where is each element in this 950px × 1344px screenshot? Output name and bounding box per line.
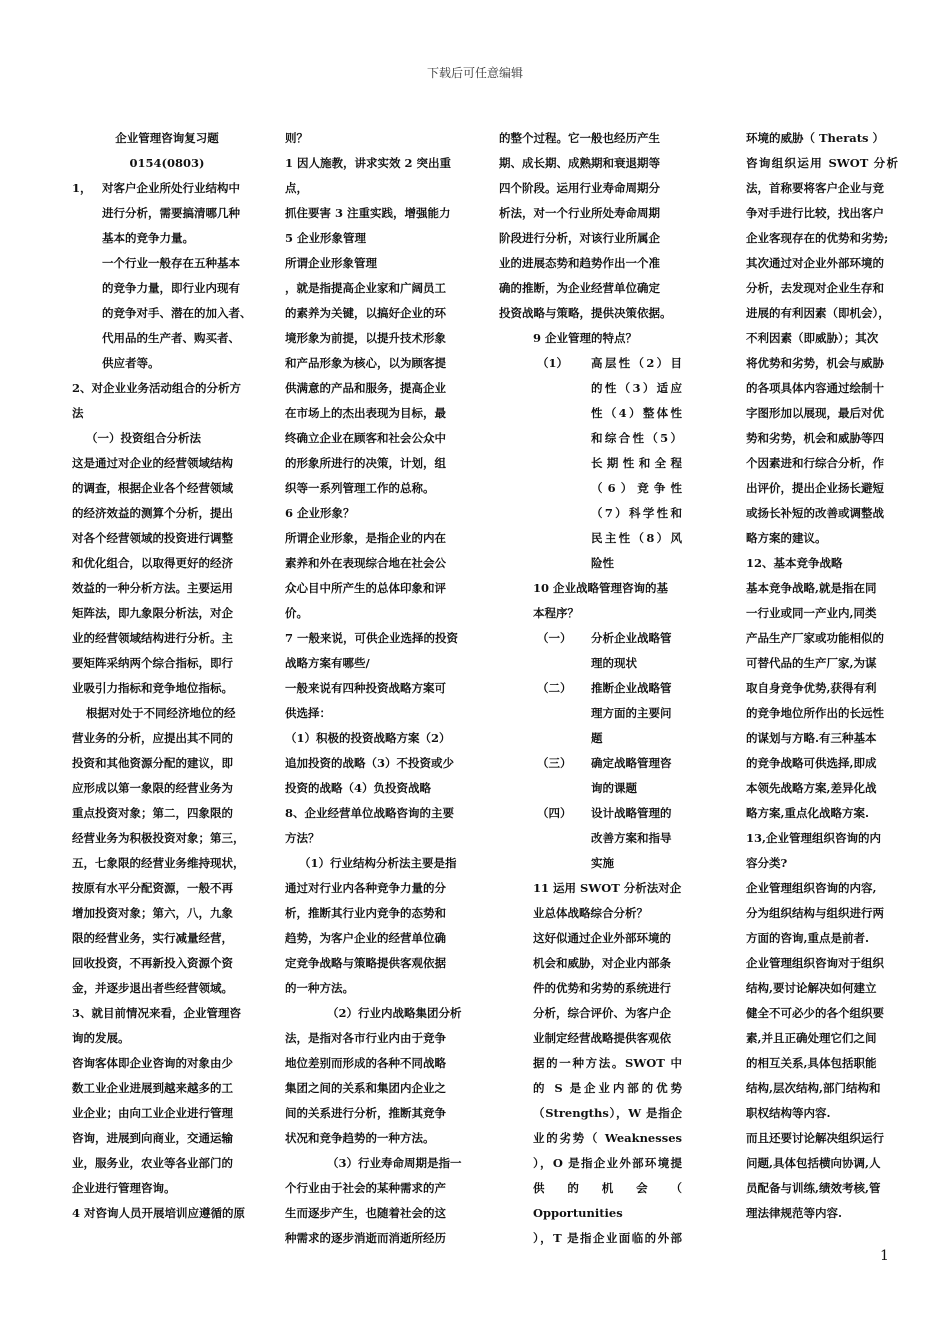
text-line: 所谓企业形象管理 xyxy=(285,256,377,270)
text-line: 战略方案有哪些/ xyxy=(285,656,370,670)
text-line: 种需求的逐步消逝而消逝所经历 xyxy=(285,1231,446,1245)
text-line: 的各项具体内容通过绘制十 xyxy=(746,381,884,395)
text-line: 据的一种方法。SWOT 中 xyxy=(533,1056,682,1070)
text-line: 这是通过对企业的经营领域结构 xyxy=(72,456,233,470)
text-line: 一个行业一般存在五种基本 xyxy=(102,256,240,270)
question-1 xyxy=(72,176,262,251)
text-line: 四个阶段。运用行业寿命周期分 xyxy=(499,181,660,195)
text-line: 数工业企业进展到越来越多的工 xyxy=(72,1081,233,1095)
text-line: 的竞争地位所作出的长远性 xyxy=(746,706,884,720)
text-line: 询的发展。 xyxy=(72,1031,130,1045)
list-number: （一） xyxy=(537,631,572,645)
text-line: 分析，去发现对企业生存和 xyxy=(746,281,884,295)
text-line: 的形象所进行的决策，计划，组 xyxy=(285,456,446,470)
text-line: 营业务的分析，应提出其不同的 xyxy=(72,731,233,745)
text-line: 或扬长补短的改善或调整战 xyxy=(746,506,884,520)
text-line: 争对手进行比较，找出客户 xyxy=(746,206,884,220)
text-line: 众心目中所产生的总体印象和评 xyxy=(285,581,446,595)
text-line: 环境的威胁（ Therats ） xyxy=(746,131,885,145)
text-line: 企业管理组织咨询对于组织 xyxy=(746,956,884,970)
text-line: 的素养为关键，以搞好企业的环 xyxy=(285,306,446,320)
text-line: 企业管理组织咨询的内容, xyxy=(746,881,877,895)
text-line: 供应者等。 xyxy=(102,356,160,370)
text-line: 件的优势和劣势的系统进行 xyxy=(533,981,671,995)
text-line: 设计战略管理的 xyxy=(591,806,672,820)
text-line: 根据对处于不同经济地位的经 xyxy=(86,706,236,720)
text-line: （1）积极的投资战略方案（2） xyxy=(285,731,451,745)
text-line: 在市场上的杰出表现为目标，最 xyxy=(285,406,446,420)
text-line: 的 S 是企业内部的优势 xyxy=(533,1081,682,1095)
text-line: 机会和威胁，对企业内部条 xyxy=(533,956,671,970)
text-line: 的整个过程。它一般也经历产生 xyxy=(499,131,660,145)
text-line: 基本的竞争力量。 xyxy=(102,231,194,245)
text-line: ），O 是指企业外部环境提 xyxy=(533,1156,682,1170)
text-line: 理方面的主要问 xyxy=(591,706,672,720)
question-10 xyxy=(499,576,682,1251)
text-line: 进行分析，需要搞清哪几种 xyxy=(102,206,240,220)
text-line: 业总体战略综合分析？ xyxy=(533,906,648,920)
text-line: 这好似通过企业外部环境的 xyxy=(533,931,671,945)
q1-number: 1， xyxy=(72,181,92,195)
text-line: 法，是指对各市行业内由于竞争 xyxy=(285,1031,446,1045)
list-number: （三） xyxy=(537,756,572,770)
question-4-heading: 4 对咨询人员开展培训应遵循的原 xyxy=(72,1206,246,1220)
text-line: 产品生产厂家或功能相似的 xyxy=(746,631,884,645)
text-line: 企业客现存在的优势和劣势; xyxy=(746,231,889,245)
text-line: 对各个经营领域的投资进行调整 xyxy=(72,531,233,545)
text-line: 回收投资，不再新投入资源个资 xyxy=(72,956,233,970)
text-line: 状况和竞争趋势的一种方法。 xyxy=(285,1131,435,1145)
question-11-heading: 11 运用 SWOT 分析法对企 xyxy=(533,881,682,895)
text-line: 法，首称要将客户企业与竞 xyxy=(746,181,884,195)
text-line: 素养和外在表现综合地在社会公 xyxy=(285,556,446,570)
text-line: 结构,层次结构,部门结构和 xyxy=(746,1081,881,1095)
text-line: （3）行业寿命周期是指一 xyxy=(327,1156,462,1170)
text-line: 方面的咨询,重点是前者. xyxy=(746,931,870,945)
text-line: 险性 xyxy=(591,556,614,570)
text-line: 略方案,重点化战略方案. xyxy=(746,806,870,820)
text-line: 题 xyxy=(591,731,603,745)
question-7-heading: 7 一般来说，可供企业选择的投资 xyxy=(285,631,459,645)
text-line: 确的推断，为企业经营单位确定 xyxy=(499,281,660,295)
text-line: 法 xyxy=(72,406,84,420)
question-3-heading: 3、就目前情况来看，企业管理咨 xyxy=(72,1006,241,1020)
text-line: 结构,要讨论解决如何建立 xyxy=(746,981,877,995)
text-line: 可替代品的生产厂家,为谋 xyxy=(746,656,877,670)
list-item xyxy=(533,626,682,676)
question-10-heading: 10 企业战略管理咨询的基 xyxy=(533,581,669,595)
text-line: 投资和其他资源分配的建议，即 xyxy=(72,756,233,770)
text-line: 终确立企业在顾客和社会公众中 xyxy=(285,431,446,445)
text-line: 高层性（2）目 xyxy=(591,356,682,370)
text-line: 分析企业战略管 xyxy=(591,631,672,645)
text-line: 析法，对一个行业所处寿命周期 xyxy=(499,206,660,220)
text-line: 而且还要讨论解决组织运行 xyxy=(746,1131,884,1145)
text-line: 集团之间的关系和集团内企业之 xyxy=(285,1081,446,1095)
text-line: 将优势和劣势，机会与威胁 xyxy=(746,356,884,370)
text-line: 生而逐步产生，也随着社会的这 xyxy=(285,1206,446,1220)
text-line: 一行业或同一产业内,同类 xyxy=(746,606,877,620)
text-line: 咨询，进展到向商业，交通运输 xyxy=(72,1131,233,1145)
text-line: 趋势，为客户企业的经营单位确 xyxy=(285,931,446,945)
text-line: 价。 xyxy=(285,606,308,620)
text-line: 不利因素（即威胁）；其次 xyxy=(746,331,879,345)
text-line: 理的现状 xyxy=(591,656,637,670)
text-line: 对客户企业所处行业结构中 xyxy=(102,181,240,195)
text-line: 按原有水平分配资源，一般不再 xyxy=(72,881,233,895)
list-item xyxy=(533,801,682,876)
text-line: 容分类? xyxy=(746,856,788,870)
text-line: 期、成长期、成熟期和衰退期等 xyxy=(499,156,660,170)
text-line: 投资的战略（4）负投资战略 xyxy=(285,781,432,795)
text-line: 的竞争力量，即行业内现有 xyxy=(102,281,240,295)
text-line: 供的机会（ Opportunities xyxy=(533,1181,682,1220)
text-line: 改善方案和指导 xyxy=(591,831,672,845)
text-line: 势和劣势，机会和威胁等四 xyxy=(746,431,884,445)
text-line: 理法律规范等内容. xyxy=(746,1206,843,1220)
list-item xyxy=(533,751,682,801)
question-8-heading: 8、企业经营单位战略咨询的主要 xyxy=(285,806,454,820)
text-line: 个因素进和行综合分析，作 xyxy=(746,456,884,470)
text-line: 企业进行管理咨询。 xyxy=(72,1181,176,1195)
question-9-answer xyxy=(499,351,682,576)
text-line: （2）行业内战略集团分析 xyxy=(327,1006,462,1020)
text-line: 一般来说有四种投资战略方案可 xyxy=(285,681,446,695)
text-line: 其次通过对企业外部环境的 xyxy=(746,256,884,270)
text-line: 基本竞争战略,就是指在同 xyxy=(746,581,877,595)
text-line: 经营业务为积极投资对象；第三， xyxy=(72,831,245,845)
text-line: 所谓企业形象，是指企业的内在 xyxy=(285,531,446,545)
text-line: 的谋划与方略.有三种基本 xyxy=(746,731,877,745)
text-line: 析，推断其行业内竞争的态势和 xyxy=(285,906,446,920)
text-line: 业的劣势（ Weaknesses xyxy=(533,1131,682,1145)
text-line: 出评价，提出企业扬长避短 xyxy=(746,481,884,495)
list-number: （四） xyxy=(537,806,572,820)
text-line: 民主性（8）风 xyxy=(591,531,682,545)
text-line: 取自身竞争优势,获得有利 xyxy=(746,681,877,695)
text-line: 进展的有利因素（即机会）， xyxy=(746,306,890,320)
text-line: 金，并逐步退出者些经营领域。 xyxy=(72,981,233,995)
text-line: （Strengths），W 是指企 xyxy=(533,1106,682,1120)
doc-title: 企业管理咨询复习题 xyxy=(115,131,219,145)
page-number: 1 xyxy=(880,1248,889,1264)
text-line: 本领先战略方案,差异化战 xyxy=(746,781,877,795)
text-line: 的相互关系,具体包括职能 xyxy=(746,1056,877,1070)
text-line: （1）行业结构分析法主要是指 xyxy=(299,856,457,870)
text-line: 供满意的产品和服务，提高企业 xyxy=(285,381,446,395)
text-line: 分析，综合评价、为客户企 xyxy=(533,1006,671,1020)
question-5-heading: 5 企业形象管理 xyxy=(285,231,367,245)
text-line: 限的经营业务，实行减量经营， xyxy=(72,931,233,945)
subheading: （一）投资组合分析法 xyxy=(86,431,201,445)
text-line: 咨询客体即企业咨询的对象由少 xyxy=(72,1056,233,1070)
question-9-heading: 9 企业管理的特点？ xyxy=(533,331,638,345)
text-line: 追加投资的战略（3）不投资或少 xyxy=(285,756,454,770)
text-line: 的调查，根据企业各个经营领域 xyxy=(72,481,233,495)
text-line: 则？ xyxy=(285,131,308,145)
text-line: 业制定经营战略提供客观依 xyxy=(533,1031,671,1045)
column-1 xyxy=(72,126,262,1226)
text-line: 字图形加以展现，最后对优 xyxy=(746,406,884,420)
text-line: 的经济效益的测算个分析，提出 xyxy=(72,506,233,520)
text-line: 确定战略管理咨 xyxy=(591,756,672,770)
text-line: 素,并且正确处理它们之间 xyxy=(746,1031,877,1045)
question-2-heading: 2、对企业业务活动组合的分析方 xyxy=(72,381,241,395)
column-4 xyxy=(746,126,898,1226)
text-line: 的一种方法。 xyxy=(285,981,354,995)
text-line: 代用品的生产者、购买者、 xyxy=(102,331,240,345)
text-line: 地位差别而形成的各种不同战略 xyxy=(285,1056,446,1070)
text-line: 阶段进行分析，对该行业所属企 xyxy=(499,231,660,245)
text-line: 要矩阵采纳两个综合指标，即行 xyxy=(72,656,233,670)
text-line: ，就是指提高企业家和广阔员工 xyxy=(285,281,446,295)
text-line: 应形成以第一象限的经营业务为 xyxy=(72,781,233,795)
text-line: 境形象为前提，以提升技术形象 xyxy=(285,331,446,345)
text-line: 五，七象限的经营业务维持现状， xyxy=(72,856,245,870)
text-line: 推断企业战略管 xyxy=(591,681,672,695)
text-line: 分为组织结构与组织进行两 xyxy=(746,906,884,920)
text-line: （7）科学性和 xyxy=(591,506,682,520)
text-line: 职权结构等内容. xyxy=(746,1106,831,1120)
text-line: 略方案的建议。 xyxy=(746,531,827,545)
text-line: 抓住要害 3 注重实践，增强能力 xyxy=(285,206,451,220)
text-line: ），T 是指企业面临的外部 xyxy=(533,1231,682,1245)
column-3 xyxy=(499,126,682,1251)
text-line: 投资战略与策略，提供决策依据。 xyxy=(499,306,672,320)
text-line: 方法？ xyxy=(285,831,320,845)
text-line: 的性（3）适应 xyxy=(591,381,682,395)
text-line: 的竞争战略可供选择,即成 xyxy=(746,756,877,770)
text-line: 增加投资对象；第六，八，九象 xyxy=(72,906,233,920)
text-line: 的竞争对手、潜在的加入者、 xyxy=(102,306,252,320)
text-line: （6）竞争性 xyxy=(591,481,682,495)
text-line: 和综合性（5） xyxy=(591,431,682,445)
text-line: 通过对行业内各种竞争力量的分 xyxy=(285,881,446,895)
text-line: 业，服务业，农业等各业部门的 xyxy=(72,1156,233,1170)
text-line: 矩阵法，即九象限分析法，对企 xyxy=(72,606,233,620)
text-line: 和优化组合，以取得更好的经济 xyxy=(72,556,233,570)
page-header: 下载后可任意编辑 xyxy=(426,66,523,80)
text-line: 定竞争战略与策略提供客观依据 xyxy=(285,956,446,970)
text-line: 和产品形象为核心，以为顾客提 xyxy=(285,356,446,370)
text-line: 间的关系进行分析，推断其竞争 xyxy=(285,1106,446,1120)
text-line: 本程序？ xyxy=(533,606,579,620)
doc-code: 0154(0803) xyxy=(129,156,205,170)
list-item xyxy=(533,676,682,751)
text-line: 实施 xyxy=(591,856,614,870)
text-line: 业的经营领域结构进行分析。主 xyxy=(72,631,233,645)
text-line: 重点投资对象；第二，四象限的 xyxy=(72,806,233,820)
text-line: 长期性和全程 xyxy=(591,456,682,470)
question-13-heading: 13,企业管理组织咨询的内 xyxy=(746,831,882,845)
text-line: 织等一系列管理工作的总称。 xyxy=(285,481,435,495)
question-12-heading: 12、基本竞争战略 xyxy=(746,556,843,570)
answer-1 xyxy=(72,251,262,376)
text-line: 询的课题 xyxy=(591,781,637,795)
text-line: 供选择： xyxy=(285,706,331,720)
text-line: 员配备与训练,绩效考核,管 xyxy=(746,1181,881,1195)
text-line: 个行业由于社会的某种需求的产 xyxy=(285,1181,446,1195)
question-6-heading: 6 企业形象？ xyxy=(285,506,355,520)
list-number: （1） xyxy=(537,356,569,370)
text-line: 业企业；由向工业企业进行管理 xyxy=(72,1106,233,1120)
text-line: 业吸引力指标和竞争地位指标。 xyxy=(72,681,233,695)
text-line: 性（4）整体性 xyxy=(591,406,682,420)
text-line: 问题,具体包括横向协调,人 xyxy=(746,1156,881,1170)
list-number: （二） xyxy=(537,681,572,695)
text-line: 健全不可必少的各个组织要 xyxy=(746,1006,884,1020)
text-line: 业的进展态势和趋势作出一个准 xyxy=(499,256,660,270)
text-line: 1 因人施教，讲求实效 2 突出重点， xyxy=(285,156,452,195)
text-line: 效益的一种分析方法。主要运用 xyxy=(72,581,233,595)
column-2 xyxy=(285,126,468,1251)
text-line: 咨询组织运用 SWOT 分析 xyxy=(746,156,898,170)
